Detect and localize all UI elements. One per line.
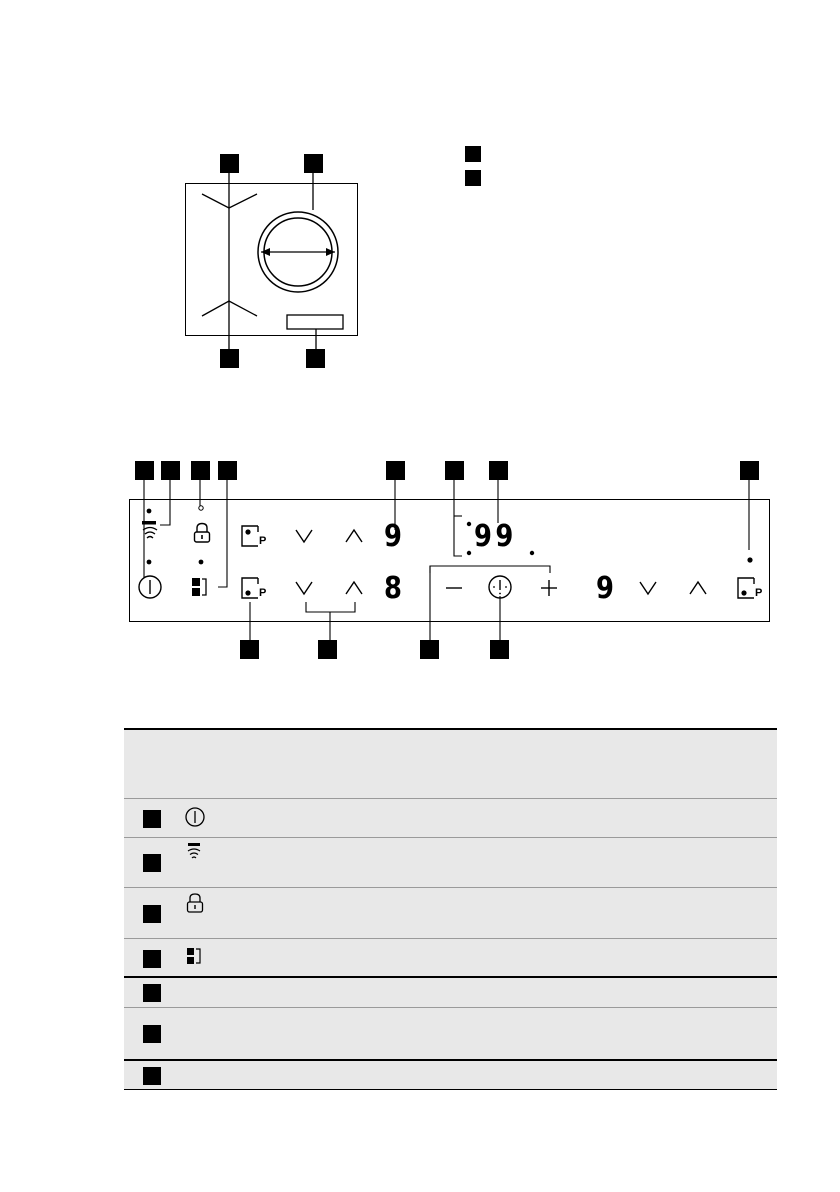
row-number-marker [143, 1025, 161, 1043]
table-row [124, 798, 777, 837]
zone-display: 9 [596, 571, 614, 606]
arrow-down-icon[interactable] [294, 528, 314, 544]
lock-icon [184, 892, 206, 914]
arrow-down-icon[interactable] [638, 580, 658, 596]
table-row [124, 1007, 777, 1059]
table-row [124, 887, 777, 938]
bridge-icon[interactable] [190, 576, 210, 598]
timer-display: 99 [474, 519, 517, 554]
legend-marker [465, 170, 481, 186]
svg-text:P: P [259, 587, 267, 599]
hob2hood-icon [184, 841, 206, 863]
bridge-icon [184, 945, 206, 967]
zone-display: 8 [384, 571, 402, 606]
table-row [124, 837, 777, 887]
table-bottom-rule [124, 1089, 777, 1090]
row-number-marker [143, 984, 161, 1002]
table-row [124, 1059, 777, 1089]
arrow-down-icon[interactable] [294, 580, 314, 596]
arrow-up-icon[interactable] [344, 528, 364, 544]
row-number-marker [143, 905, 161, 923]
powerboost-icon[interactable] [736, 576, 764, 600]
minus-icon[interactable] [444, 580, 464, 596]
lock-icon[interactable] [192, 522, 212, 544]
legend-marker [465, 146, 481, 162]
row-number-marker [143, 950, 161, 968]
control-panel-drawing [120, 478, 780, 643]
hob2hood-icon [140, 519, 160, 543]
sensor-field-table [124, 728, 777, 1089]
table-row [124, 976, 777, 1007]
powerboost-icon[interactable] [240, 576, 268, 600]
hob-zones-drawing [180, 170, 370, 355]
svg-text:P: P [259, 535, 267, 547]
row-number-marker [143, 1067, 161, 1085]
table-row [124, 938, 777, 976]
powerboost-icon[interactable] [240, 524, 268, 548]
arrow-up-icon[interactable] [688, 580, 708, 596]
zone-display: 9 [384, 519, 402, 554]
timer-icon[interactable] [487, 574, 513, 600]
plus-icon[interactable] [540, 579, 558, 597]
arrow-up-icon[interactable] [344, 580, 364, 596]
on-off-icon[interactable] [137, 574, 163, 600]
svg-text:P: P [755, 587, 763, 599]
table-header [124, 728, 777, 798]
row-number-marker [143, 854, 161, 872]
row-number-marker [143, 810, 161, 828]
on-off-icon [184, 806, 206, 828]
